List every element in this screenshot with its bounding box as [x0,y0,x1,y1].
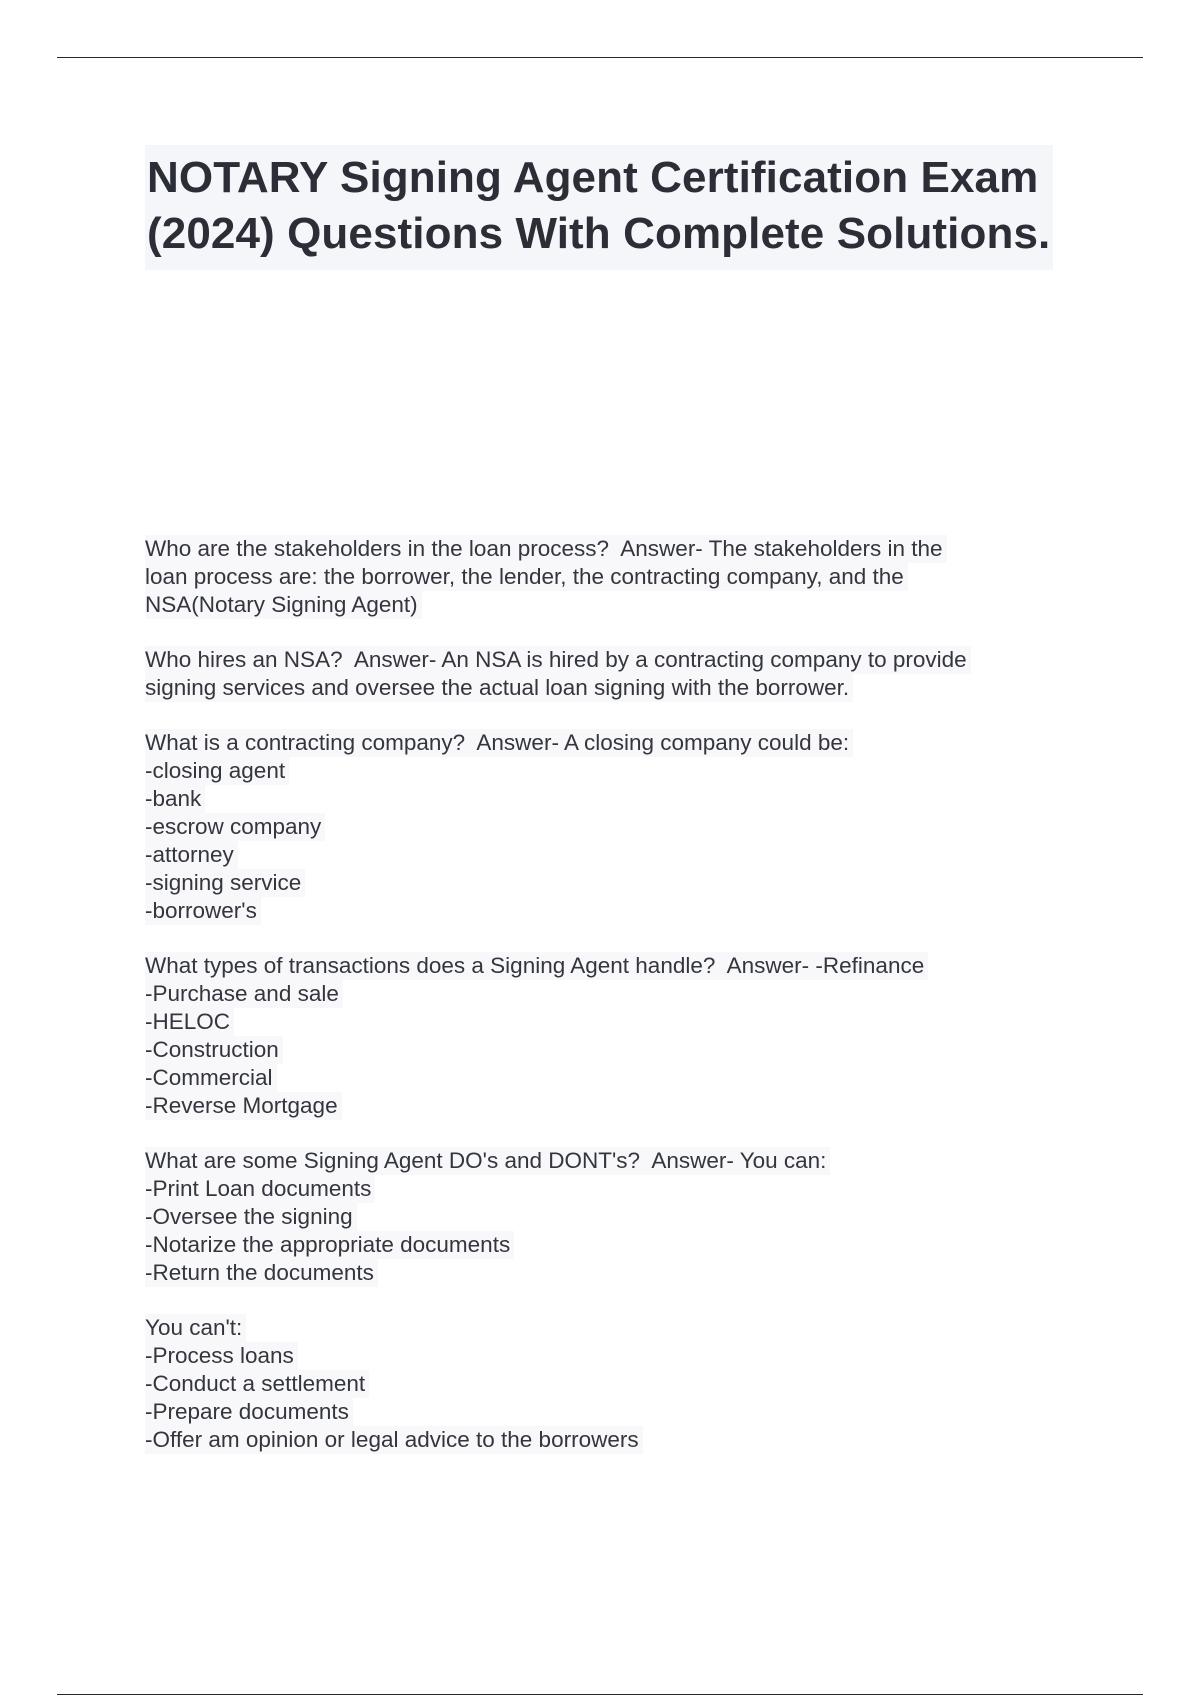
qa-item-who-hires [145,646,1045,702]
list-line: -Process loans [145,1342,298,1370]
list-line: -bank [145,785,205,813]
list-line: -Notarize the appropriate documents [145,1231,514,1259]
list-line: -Commercial [145,1064,277,1092]
top-rule [57,57,1143,58]
text-line: What is a contracting company? Answer- A closing company could be: [145,729,853,757]
qa-item-transaction-types [145,952,1045,1120]
list-line: -Prepare documents [145,1398,353,1426]
document-title: NOTARY Signing Agent Certification Exam (2024) Questions With Complete Solutions. [147,153,1051,258]
list-line: -Reverse Mortgage [145,1092,342,1120]
list-line: -closing agent [145,757,289,785]
text-line: What are some Signing Agent DO's and DONT's? Answer- You can: [145,1147,830,1175]
list-line: -escrow company [145,813,325,841]
list-line: -Offer am opinion or legal advice to the borrowers [145,1426,643,1454]
list-line: -HELOC [145,1008,234,1036]
list-line: -signing service [145,869,305,897]
list-line: -Print Loan documents [145,1175,375,1203]
text-line: You can't: [145,1314,246,1342]
list-line: -Oversee the signing [145,1203,357,1231]
text-line: Who hires an NSA? Answer- An NSA is hired by a contracting company to provide [145,646,971,674]
list-line: -Conduct a settlement [145,1370,369,1398]
text-line: Who are the stakeholders in the loan process? Answer- The stakeholders in the [145,535,947,563]
text-line: NSA(Notary Signing Agent) [145,591,422,619]
qa-item-dos-and-donts [145,1147,1045,1287]
list-line: -Construction [145,1036,283,1064]
list-line: -Return the documents [145,1259,378,1287]
list-line: -attorney [145,841,238,869]
text-line: loan process are: the borrower, the lender, the contracting company, and the [145,563,908,591]
bottom-rule [57,1694,1143,1695]
qa-content [145,535,1045,1481]
text-line: signing services and oversee the actual loan signing with the borrower. [145,674,853,702]
title-block [145,145,1053,270]
list-line: -Purchase and sale [145,980,343,1008]
qa-item-you-cant [145,1314,1045,1454]
qa-item-stakeholders [145,535,1045,619]
qa-item-contracting-company [145,729,1045,925]
list-line: -borrower's [145,897,261,925]
text-line: What types of transactions does a Signing Agent handle? Answer- -Refinance [145,952,928,980]
